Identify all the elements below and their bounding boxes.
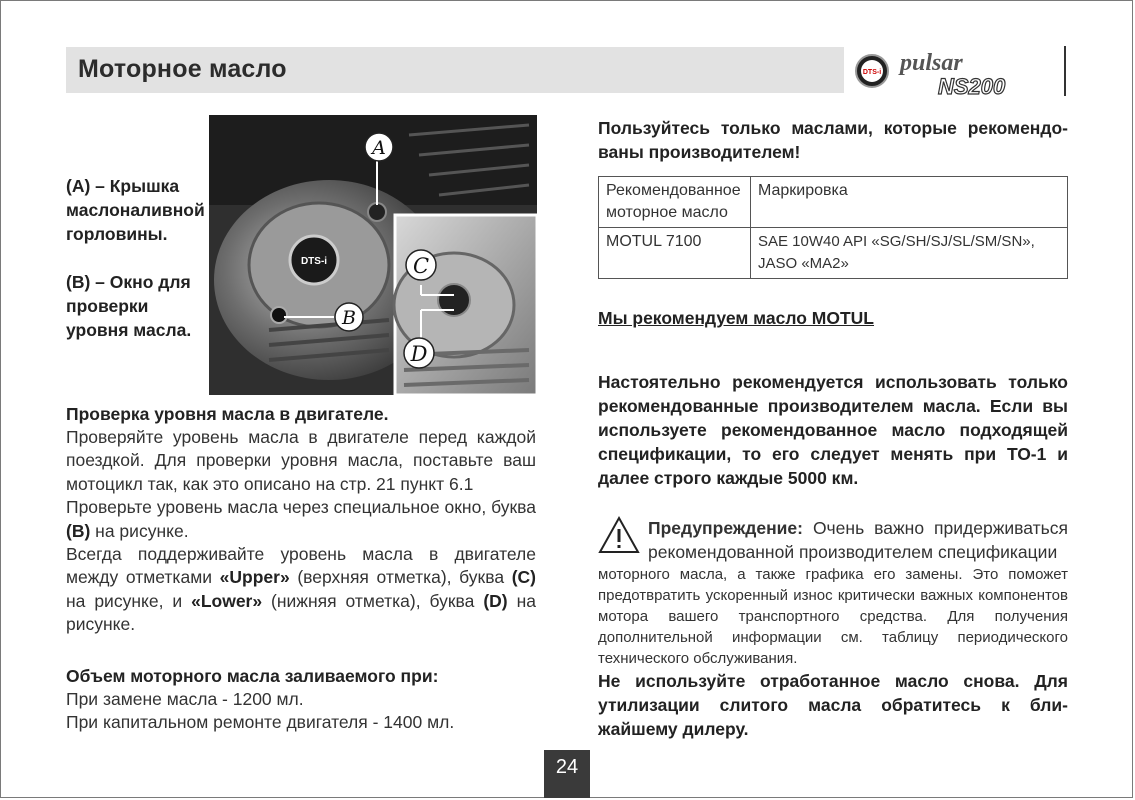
p2-text: Проверьте уровень масла через специальное окно, буква — [66, 497, 536, 518]
p2-letter-b: (B) — [66, 520, 91, 541]
check-paragraph-2 — [66, 496, 536, 543]
p3-text: Всегда поддерживайте уровень масла в двигателе между отметками — [66, 544, 536, 588]
caption-a-line: горловины. — [66, 224, 168, 244]
p3-text: на рисунке, и — [66, 590, 183, 611]
warning-label: Предупреждение: — [648, 518, 803, 538]
label-b: B — [342, 307, 356, 329]
page-title: Моторное масло — [78, 55, 287, 83]
caption-a-line: (A) – Крышка — [66, 176, 180, 196]
p3-text-end: на рисунке. — [66, 590, 536, 635]
p3-text: (верхняя отметка), буква — [297, 567, 505, 588]
logo-ns200-text: NS200 — [938, 74, 1006, 99]
caption-a — [66, 174, 205, 246]
p3-text: (нижняя отметка), буква — [271, 590, 475, 611]
table-row — [599, 228, 1068, 279]
recommend-motul: Мы рекомендуем масло MOTUL — [598, 308, 875, 328]
warning-lead — [598, 516, 1068, 564]
warning-text: Очень важно придерживаться рекомендованной производителем спецификации — [648, 518, 1068, 562]
caption-b-line: проверки — [66, 296, 149, 316]
warning-small-text: моторного масла, а также графика его замены. Это поможет предотвратить ускоренный износ критически важных компонентов мотора вашего транспортного средства. Для получения дополнительной информации см. таблицу периодического технического обслуживания. — [598, 566, 1068, 667]
final-note: Не используйте отработанное масло снова. Для утилизации слитого масла обратитесь к бли-жайшему дилеру. — [598, 671, 1068, 739]
volume-line-1: При замене масла - 1200 мл. — [66, 689, 304, 709]
manufacturer-intro: Пользуйтесь только маслами, которые рекомендо-ваны производителем! — [598, 118, 1068, 162]
header-divider — [1064, 46, 1066, 96]
warning-block — [598, 516, 1068, 741]
engine-photo — [209, 115, 537, 395]
caption-b — [66, 270, 191, 342]
oil-spec-table — [598, 176, 1068, 279]
strong-recommendation: Настоятельно рекомендуется использовать только рекомендованные производителем масла. Если вы используете рекомендованное масло подходящей спецификации, то его следует менять при ТО-1 и далее строго каждые 5000 км. — [598, 372, 1068, 488]
volume-line-2: При капитальном ремонте двигателя - 1400 мл. — [66, 712, 455, 733]
table-header-row — [599, 177, 1068, 228]
label-d: D — [410, 342, 428, 366]
engine-cap-text: DTS-i — [300, 256, 328, 267]
table-cell: SAE 10W40 API «SG/SH/SJ/SL/SM/SN», JASO «MA2» — [751, 228, 1068, 279]
table-header-cell: Рекомендованное моторное масло — [599, 177, 751, 228]
caption-b-line: уровня масла. — [66, 320, 192, 340]
p3-lower: «Lower» — [191, 590, 263, 611]
title-bar — [66, 47, 844, 93]
label-a: A — [372, 137, 386, 159]
oil-check-section — [66, 402, 536, 637]
badge-text: DTS-i — [862, 69, 882, 76]
check-paragraph-1: Проверяйте уровень масла в двигателе перед каждой поездкой. Для проверки уровня масла, поставьте ваш мотоцикл так, как это описано на стр. 21 пункт 6.1 — [66, 427, 536, 494]
table-cell: MOTUL 7100 — [599, 228, 751, 279]
caption-a-line: маслоналивной — [66, 200, 205, 220]
p3-letter-d: (D) — [483, 590, 508, 611]
oil-volume-section — [66, 664, 536, 735]
p3-letter-c: (C) — [511, 567, 536, 588]
pulsar-logo — [852, 44, 1052, 100]
volume-heading: Объем моторного масла заливаемого при: — [66, 666, 439, 686]
logo-pulsar-text: pulsar — [900, 50, 963, 76]
check-heading: Проверка уровня масла в двигателе. — [66, 404, 389, 424]
check-paragraph-3 — [66, 543, 536, 637]
label-c: C — [412, 254, 430, 278]
caption-b-line: (B) – Окно для — [66, 272, 191, 292]
page-number: 24 — [544, 750, 590, 798]
p2-text-end: на рисунке. — [95, 520, 189, 541]
table-header-cell: Маркировка — [751, 177, 1068, 228]
p3-upper: «Upper» — [219, 567, 290, 588]
